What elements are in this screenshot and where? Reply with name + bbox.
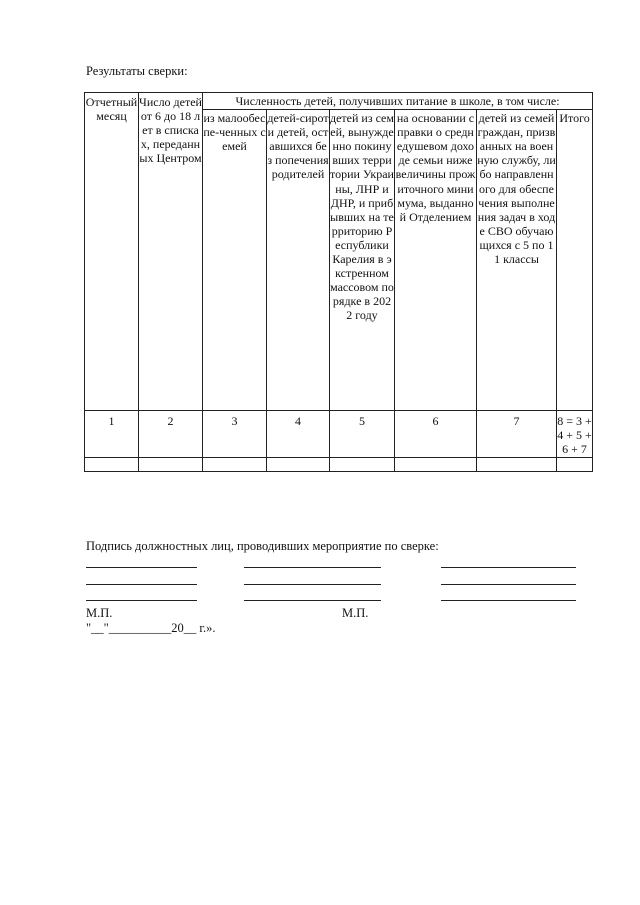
col-number: 4 [267, 411, 330, 458]
empty-cell [330, 458, 395, 472]
signature-line [441, 584, 576, 585]
reconciliation-table [84, 92, 593, 472]
header-displaced: детей из семей, вынужденно покинувших территории Украины, ЛНР и ДНР, и прибывших на территорию Республики Карелия в экстренном массовом порядке в 2022 году [330, 110, 395, 411]
date-line: "__"__________20__ г.». [86, 621, 216, 635]
empty-cell [85, 458, 139, 472]
col-number: 6 [395, 411, 477, 458]
header-military-families: детей из семей граждан, призванных на военную службу, либо направленного для обеспечения выполнения задач в ходе СВО обучающихся с 5 по 11 классы [477, 110, 557, 411]
signature-line [244, 567, 381, 568]
header-income-certificate: на основании справки о среднедушевом доходе семьи ниже величины прожиточного минимума, выданной Отделением [395, 110, 477, 411]
signature-line [441, 600, 576, 601]
col-number: 3 [203, 411, 267, 458]
header-low-income: из малообеспе-ченных семей [203, 110, 267, 411]
empty-cell [557, 458, 593, 472]
header-orphans: детей-сирот и детей, оставшихся без попечения родителей [267, 110, 330, 411]
col-number: 5 [330, 411, 395, 458]
col-number: 2 [139, 411, 203, 458]
header-reporting-month: Отчетный месяц [85, 93, 139, 411]
header-children-count: Число детей от 6 до 18 лет в списках, переданных Центром [139, 93, 203, 411]
signature-line [244, 584, 381, 585]
empty-cell [267, 458, 330, 472]
header-group-fed-children: Численность детей, получивших питание в школе, в том числе: [203, 93, 593, 110]
empty-cell [395, 458, 477, 472]
signature-line [244, 600, 381, 601]
col-number: 1 [85, 411, 139, 458]
col-number-total-formula: 8 = 3 + 4 + 5 + 6 + 7 [557, 411, 593, 458]
empty-cell [477, 458, 557, 472]
signature-line [86, 584, 197, 585]
signature-label: Подпись должностных лиц, проводивших мероприятие по сверке: [86, 539, 439, 553]
header-total: Итого [557, 110, 593, 411]
empty-cell [139, 458, 203, 472]
col-number: 7 [477, 411, 557, 458]
signature-line [441, 567, 576, 568]
stamp-place-right: М.П. [342, 606, 369, 620]
empty-cell [203, 458, 267, 472]
signature-line [86, 567, 197, 568]
signature-line [86, 600, 197, 601]
section-heading: Результаты сверки: [86, 64, 188, 78]
stamp-place-left: М.П. [86, 606, 113, 620]
